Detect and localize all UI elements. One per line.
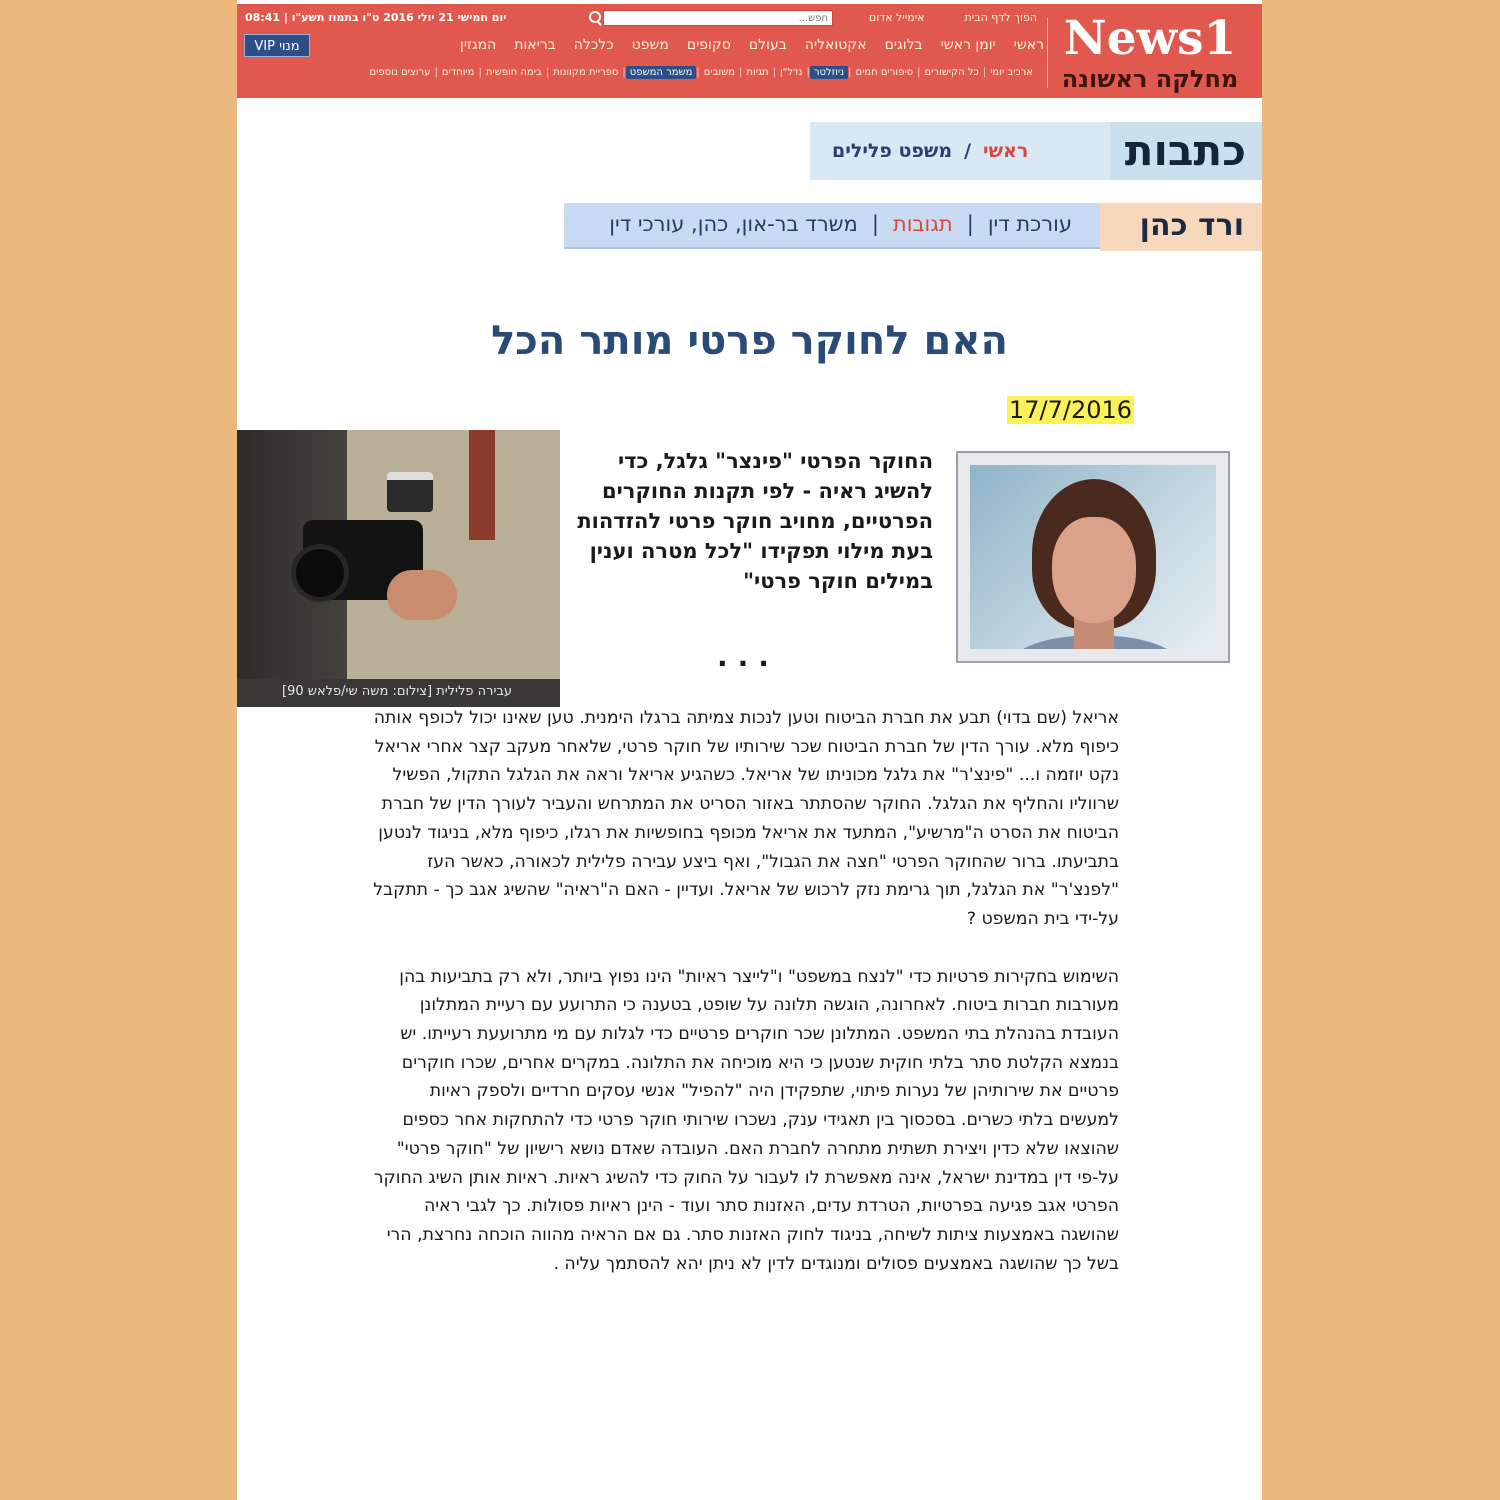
author-role: עורכת דין <box>987 212 1072 236</box>
photo-hands <box>387 570 457 620</box>
author-firm: משרד בר-און, כהן, עורכי דין <box>609 212 858 236</box>
photo-flash <box>387 472 433 512</box>
article-lead: החוקר הפרטי "פינצר" גלגל, כדי להשיג ראיה - לפי תקנות החוקרים הפרטיים, מחויב חוקר פרטי להזדהות בעת מילוי תפקידו "לכל מטרה וענין במילים חוקר פרטי" <box>577 449 933 593</box>
sub-item-online-library[interactable]: ספריית מקוונות <box>553 67 619 78</box>
sub-nav-separator: | <box>545 67 550 78</box>
sub-item-more-channels[interactable]: ערוצים נוספים <box>369 67 431 78</box>
sub-item-all-links[interactable]: כל הקישורים <box>924 67 979 78</box>
search-bar <box>583 10 833 26</box>
sub-item-hot-stories[interactable]: סיפורים חמים <box>855 67 914 78</box>
author-info-separator: | <box>966 212 974 236</box>
current-date: יום חמישי 21 יולי 2016 ט"ו בתמוז תשע"ו | 08:41 <box>245 11 507 24</box>
article-paragraph-2: השימוש בחקירות פרטיות כדי "לנצח במשפט" ו"לייצר ראיות" הינו נפוץ ביותר, ולא רק בתביעות בהן מעורבות חברות ביטוח. לאחרונה, הוגשה תלונה על שופט, בטענה כי התרועע עם רעיית המתלונן העובדת בהנהלת בתי המשפט. המתלונן שכר חוקרים פרטיים כדי לגלות עם מי מתרועעת רעייתו. יש בנמצא הקלטת סתר בלתי חוקית שנטען כי היא מוכיחה את התלונה. במקרים אחרים, שכרו חוקרים פרטיים את שירותיהן של נערות פיתוי, שתפקידן היה "להפיל" אנשי עסקים חרדיים ולספק ראיות למעשים בלתי כשרים. בסכסוך בין תאגידי ענק, נשכרו שירותי חוקר פרטי כדי להתחקות אחר כספים שהוצאו שלא כדין ויצירת תשתית מתחרה לחברת האם. העובדה שאדם נושא רישיון של "חוקר פרטי" על-פי דין במדינת ישראל, אינה מאפשרת לו לעבור על החוק כדי להשיג ראיות. ראיות אותן השיג החוקר הפרטי אגב פגיעה בפרטיות, הטרדת עדים, האזנות סתר ועוד - הינן ראיות פסולות. כך לגבי ראיה שהושגה באמצעות ציתות לשיחה, בניגוד לחוק האזנות סתר. גם אם הראיה מהווה הוכחה נחרצת, הרי בשל כך שהושגה באמצעים פסולים ומנוגדים לדין לא ניתן יהא להסתמך עליה . <box>373 966 1119 1274</box>
sub-nav-separator: | <box>848 67 852 78</box>
logo-sub-text: מחלקה ראשונה <box>1061 65 1239 93</box>
logo-main-text: News1 <box>1063 11 1237 66</box>
breadcrumb-separator: / <box>964 140 972 162</box>
sub-item-real-estate[interactable]: נדל"ן <box>780 67 803 78</box>
nav-item-economy[interactable]: כלכלה <box>573 37 614 53</box>
nav-item-health[interactable]: בריאות <box>514 37 556 53</box>
search-icon[interactable] <box>587 10 603 26</box>
author-name-band <box>1100 203 1262 251</box>
sub-item-feedback[interactable]: משובים <box>703 67 736 78</box>
article-photo <box>237 430 560 707</box>
sub-nav-separator: | <box>622 67 626 78</box>
nav-item-home[interactable]: ראשי <box>1013 37 1044 53</box>
page <box>237 0 1262 1500</box>
sub-nav-separator: | <box>696 67 700 78</box>
header-divider <box>1047 18 1048 88</box>
breadcrumb <box>832 140 1028 162</box>
nav-item-scoops[interactable]: סקופים <box>686 37 731 53</box>
vip-subscription-button[interactable]: מנוי VIP <box>244 34 310 57</box>
site-header <box>237 4 1262 98</box>
sub-nav-separator: | <box>982 67 987 78</box>
sub-nav <box>366 66 1038 79</box>
sub-nav-separator: | <box>772 67 777 78</box>
article-body <box>367 704 1119 1278</box>
nav-item-journal[interactable]: יומן ראשי <box>940 37 996 53</box>
article-date: 17/7/2016 <box>1009 396 1133 424</box>
photo-lens <box>291 544 349 602</box>
link-set-homepage[interactable]: הפוך לדף הבית <box>964 11 1037 24</box>
photo-face <box>1052 517 1136 623</box>
section-title: כתבות <box>1124 126 1246 175</box>
nav-item-news[interactable]: אקטואליה <box>804 37 867 53</box>
sub-item-free-stage[interactable]: בימה חופשית <box>485 67 542 78</box>
photo-tie <box>469 430 495 540</box>
main-nav <box>442 34 1044 56</box>
sub-nav-separator: | <box>478 67 482 78</box>
nav-item-law[interactable]: משפט <box>631 37 669 53</box>
author-name[interactable]: ורד כהן <box>1139 208 1244 243</box>
nav-item-magazine[interactable]: המגזין <box>460 37 497 53</box>
nav-item-blogs[interactable]: בלוגים <box>884 37 923 53</box>
link-red-email[interactable]: אימייל אדום <box>868 11 925 24</box>
sub-item-newsletter[interactable]: ניוזלטר <box>810 66 848 79</box>
nav-item-world[interactable]: בעולם <box>748 37 787 53</box>
sub-nav-separator: | <box>806 67 810 78</box>
site-logo[interactable] <box>1050 11 1250 94</box>
lead-ellipsis: ... <box>717 640 779 673</box>
photo-caption: עבירה פלילית [צילום: משה שי/פלאש 90] <box>237 679 560 707</box>
article-paragraph-1: אריאל (שם בדוי) תבע את חברת הביטוח וטען לנכות צמיתה ברגלו הימנית. טען שאינו יכול לכופף אותה כיפוף מלא. עורך הדין של חברת הביטוח שכר שירותיו של חוקר פרטי, שלאחר מעקב קצר אחרי אריאל נקט יוזמה ו... "פינצ'ר" את גלגל מכוניתו של אריאל. כשהגיע אריאל וראה את הגלגל התקול, הפשיל שרווליו והחליף את הגלגל. החוקר שהסתתר באזור הסריט את המתרחש והעביר לעורך הדין של חברת הביטוח את הסרט ה"מרשיע", המתעד את אריאל מכופף בחופשיות את רגלו, כיפוף מלא, בניגוד לנטען בתביעתו. ברור שהחוקר הפרטי "חצה את הגבול", ואף ביצע עבירה פלילית לכאורה, כאשר העז "לפנצ'ר" את הגלגל, תוך גרימת נזק לרכוש של אריאל. ועדיין - האם ה"ראיה" שהשיג אגב כך - תתקבל על-ידי בית המשפט ? <box>373 708 1119 929</box>
article-headline: האם לחוקר פרטי מותר הכל <box>491 318 1008 364</box>
author-info <box>609 212 1072 236</box>
author-info-separator: | <box>871 212 879 236</box>
reactions-link[interactable]: תגובות <box>892 212 953 236</box>
author-photo <box>970 465 1216 649</box>
sub-nav-separator: | <box>434 67 438 78</box>
breadcrumb-category[interactable]: משפט פלילים <box>832 140 953 162</box>
sub-nav-separator: | <box>739 67 743 78</box>
sub-item-law-watch[interactable]: משמר המשפט <box>626 66 697 79</box>
sub-item-daily-archive[interactable]: ארכיב יומי <box>990 67 1033 78</box>
breadcrumb-home[interactable]: ראשי <box>983 140 1029 162</box>
sub-nav-separator: | <box>917 67 921 78</box>
sub-item-specials[interactable]: מיוחדים <box>441 67 475 78</box>
search-input[interactable] <box>603 10 833 26</box>
author-photo-frame <box>956 451 1230 663</box>
top-links <box>869 11 1037 24</box>
sub-item-tags[interactable]: תגיות <box>746 67 769 78</box>
author-info-band <box>564 203 1100 249</box>
